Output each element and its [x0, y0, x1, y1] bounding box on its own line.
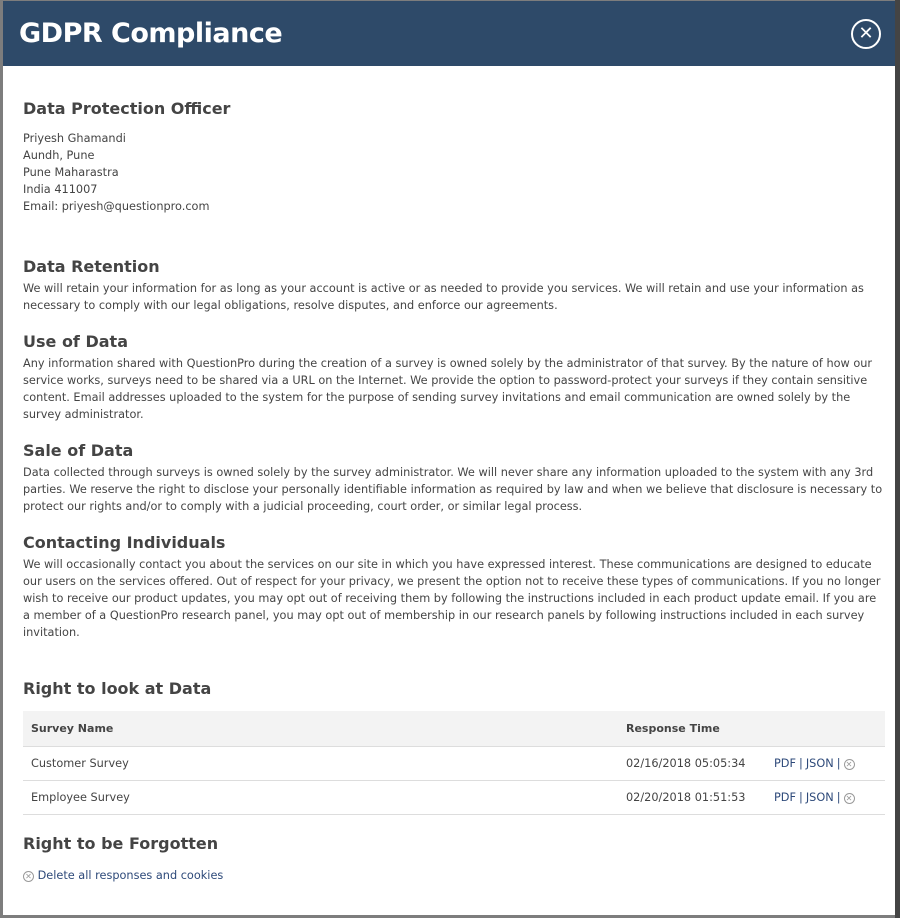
col-survey-name: Survey Name — [23, 711, 618, 747]
dpo-line: Aundh, Pune — [23, 149, 95, 162]
responses-table — [23, 711, 885, 815]
response-time: 02/20/2018 01:51:53 — [618, 781, 766, 815]
forget-heading: Right to be Forgotten — [23, 834, 219, 853]
dpo-name: Priyesh Ghamandi — [23, 132, 126, 145]
gdpr-modal — [3, 1, 895, 915]
section-heading: Data Retention — [23, 257, 160, 276]
json-link[interactable]: JSON — [805, 791, 834, 804]
delete-all-link-text[interactable]: Delete all responses and cookies — [37, 869, 224, 882]
json-link[interactable]: JSON — [805, 757, 834, 770]
close-circle-icon[interactable]: ✕ — [851, 19, 881, 49]
pdf-link[interactable]: PDF — [774, 791, 797, 804]
section-text: We will occasionally contact you about the services on our site in which you have expressed interest. These communications are designed to educate our users on the services offered. Out of respect for your privacy, we present the option not to receive these types of communications. If you no longer wish to receive our product updates, you may opt out of receiving them by following the instructions included in each product update email. If you are a member of a QuestionPro research panel, you may opt out of membership in our research panels by following instructions included in each survey invitation. — [23, 558, 881, 639]
delete-all-link[interactable] — [23, 867, 885, 884]
modal-header — [3, 1, 895, 66]
delete-icon[interactable]: ✕ — [844, 759, 855, 770]
section-text: Data collected through surveys is owned solely by the survey administrator. We will never share any information uploaded to the system with any 3rd parties. We reserve the right to disclose your personally identifiable information as required by law and when we believe that disclosure is necessary to protect our rights and/or to comply with a judicial proceeding, court order, or similar legal process. — [23, 466, 883, 513]
section-text: We will retain your information for as long as your account is active or as needed to provide you services. We will retain and use your information as necessary to comply with our legal obligations, resolve disputes, and enforce our agreements. — [23, 282, 864, 312]
dpo-line: Pune Maharastra — [23, 166, 119, 179]
pdf-link[interactable]: PDF — [774, 757, 797, 770]
delete-icon[interactable]: ✕ — [844, 793, 855, 804]
section-heading: Use of Data — [23, 332, 128, 351]
dpo-address — [23, 130, 885, 215]
dpo-line: India 411007 — [23, 183, 98, 196]
delete-circle-icon: ✕ — [23, 871, 34, 882]
response-time: 02/16/2018 05:05:34 — [618, 747, 766, 781]
table-row: Customer Survey 02/16/2018 05:05:34 PDF | JSON | ✕ — [23, 747, 885, 781]
table-row: Employee Survey 02/20/2018 01:51:53 PDF | JSON | ✕ — [23, 781, 885, 815]
table-header — [23, 711, 885, 747]
window-edge — [895, 0, 900, 918]
survey-name: Employee Survey — [23, 781, 618, 815]
section-heading: Contacting Individuals — [23, 533, 226, 552]
section-heading: Sale of Data — [23, 441, 134, 460]
col-response-time: Response Time — [618, 711, 766, 747]
section-text: Any information shared with QuestionPro during the creation of a survey is owned solely by the administrator of that survey. By the nature of how our service works, surveys need to be shared via a URL on the Internet. We provide the option to password-protect your surveys if they contain sensitive content. Email addresses uploaded to the system for the purpose of sending survey invitations and email communication are owned solely by the survey administrator. — [23, 357, 873, 421]
dpo-email: Email: priyesh@questionpro.com — [23, 200, 210, 213]
survey-name: Customer Survey — [23, 747, 618, 781]
modal-title: GDPR Compliance — [19, 18, 283, 49]
dpo-heading: Data Protection Officer — [23, 99, 231, 118]
look-heading: Right to look at Data — [23, 679, 212, 698]
